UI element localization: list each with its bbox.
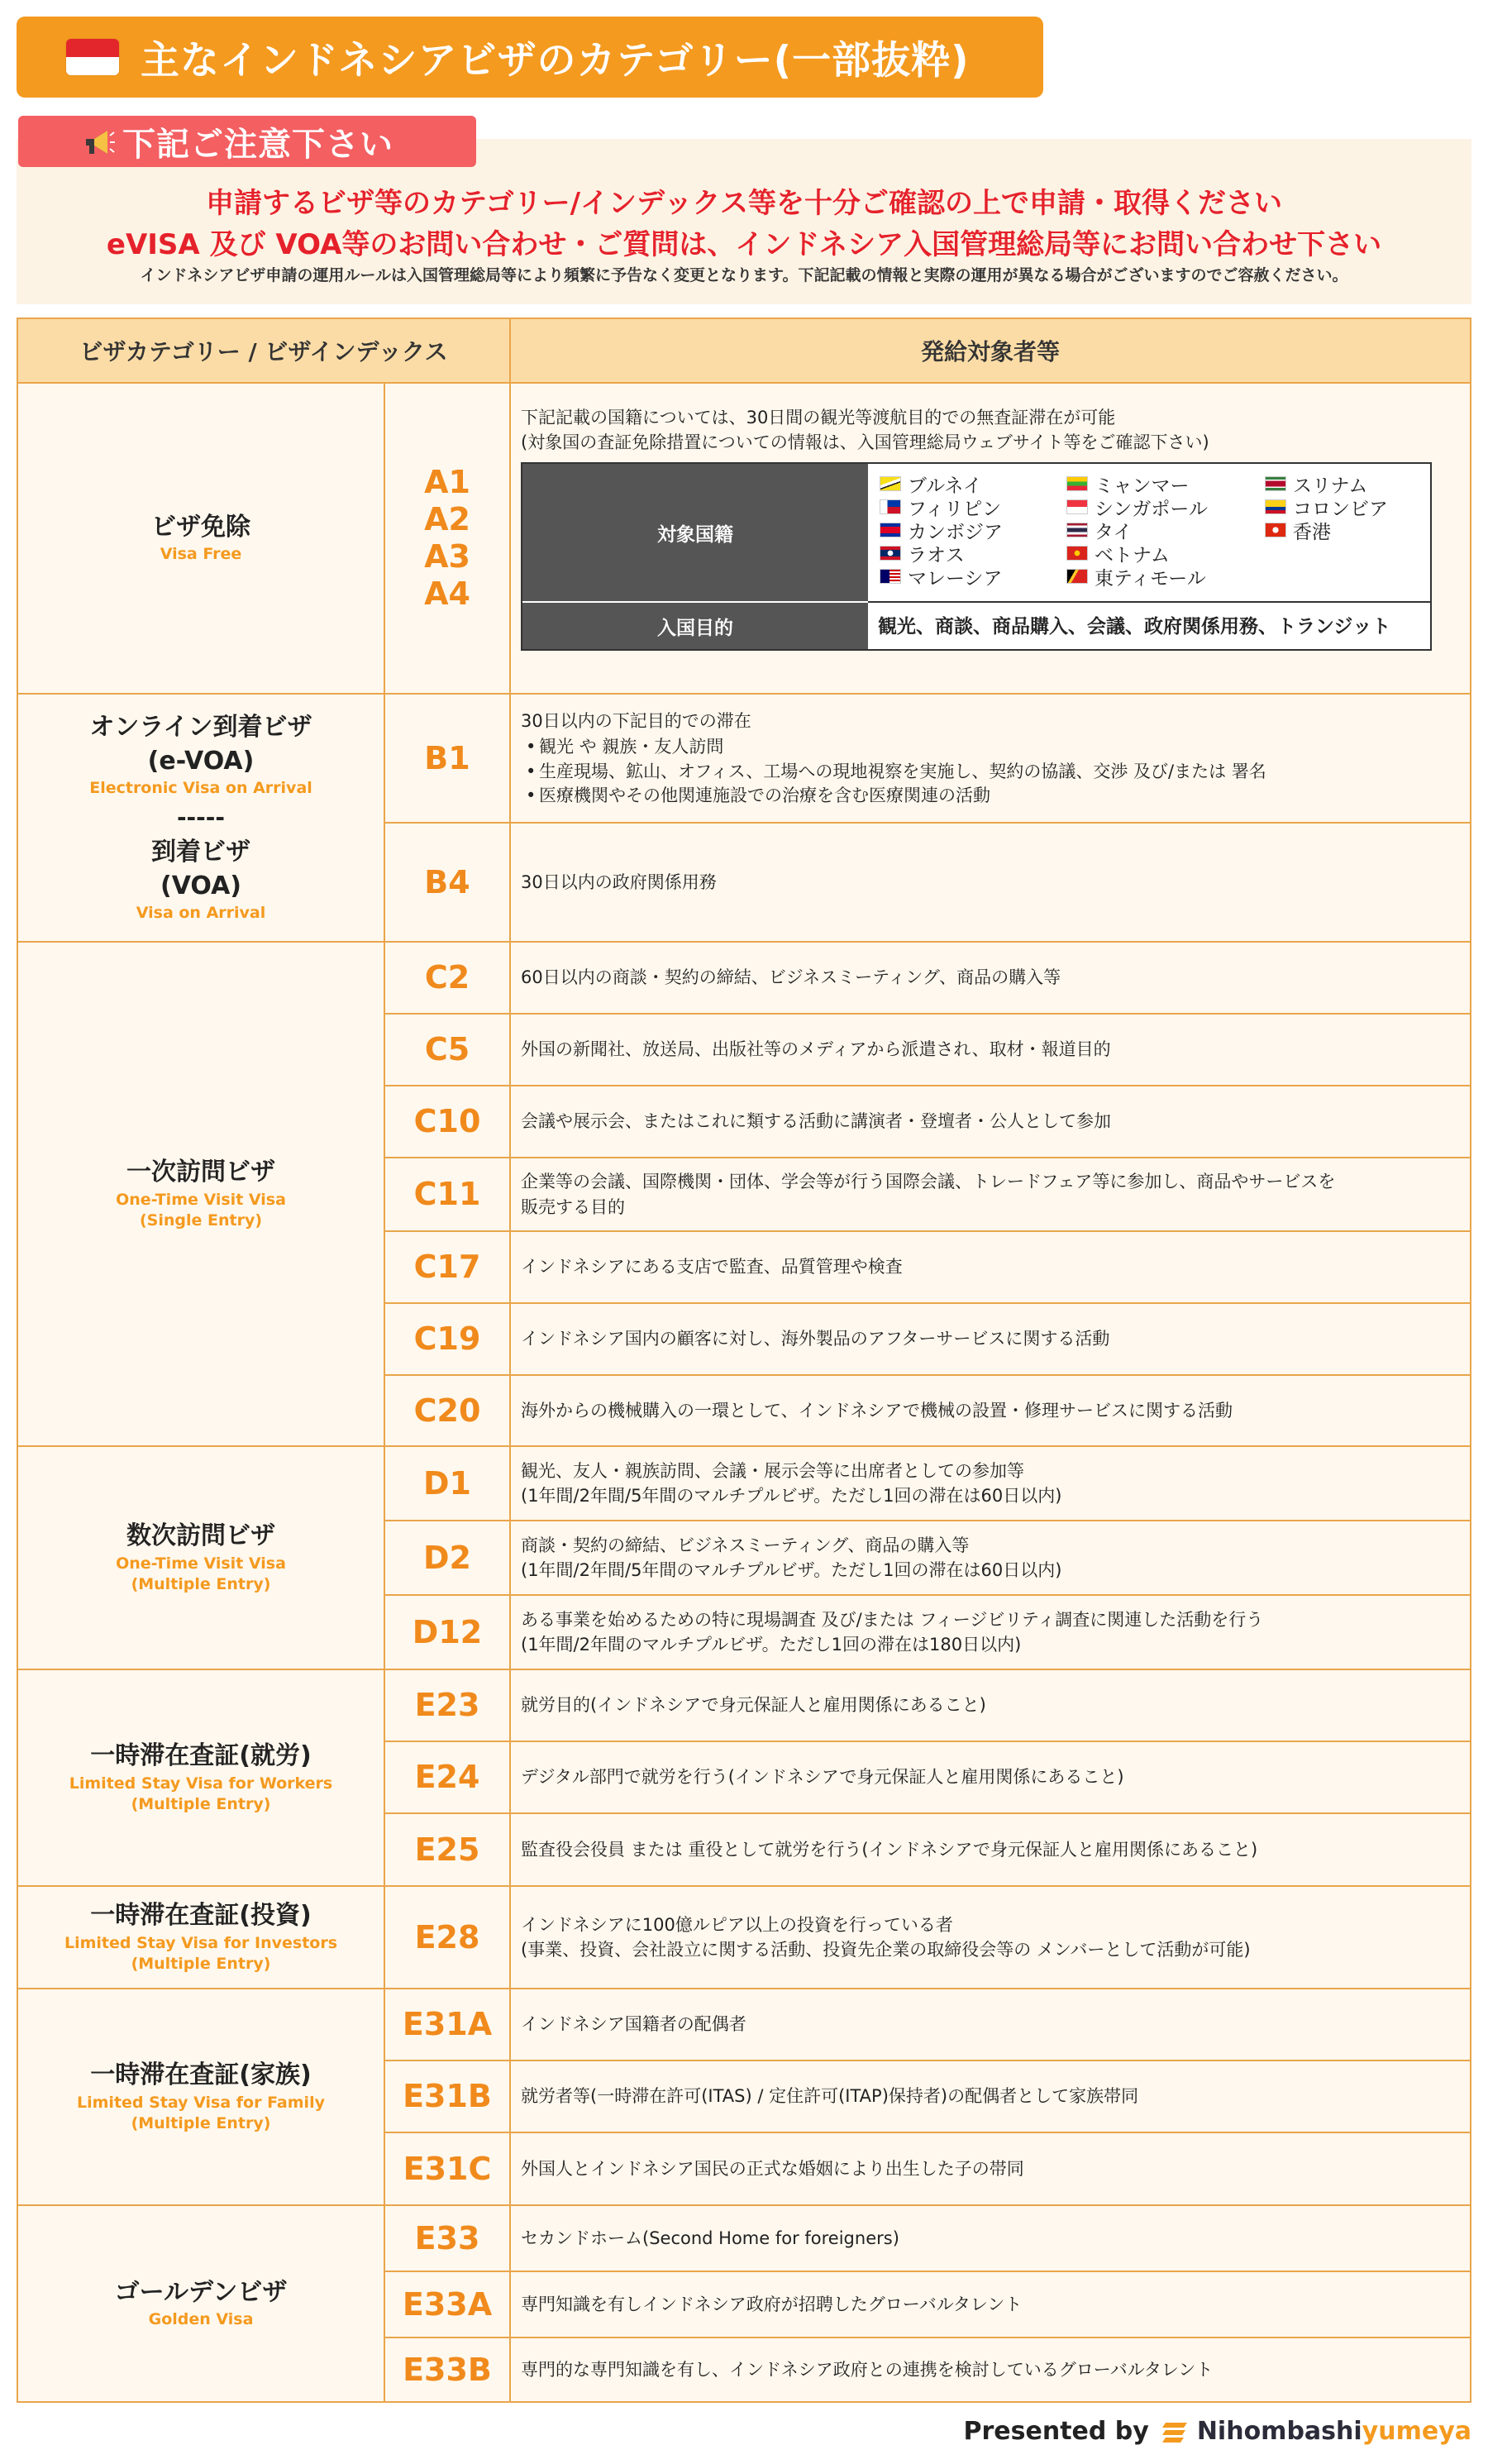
indonesia-flag-icon (66, 39, 119, 75)
notice-line-2: eVISA 及び VOA等のお問い合わせ・ご質問は、インドネシア入国管理総局等にお問い合わせ下さい (106, 228, 1382, 261)
country-item: マレーシア (880, 565, 1003, 588)
desc-e25: 監査役会役員 または 重役として就労を行う(インドネシアで身元保証人と雇用関係にあること) (511, 1814, 1470, 1887)
category-en: Visa on Arrival (136, 904, 266, 922)
category-jp: (e-VOA) (147, 746, 255, 776)
category-jp: ビザ免除 (151, 512, 250, 542)
index-e33b: E33B (385, 2338, 511, 2401)
index-e31a: E31A (385, 1989, 511, 2061)
country-item: ブルネイ (880, 472, 982, 495)
category-golden (18, 2206, 385, 2401)
brunei-flag-icon (880, 476, 901, 491)
desc-e33a: 専門知識を有しインドネシア政府が招聘したグローバルタレント (511, 2272, 1470, 2338)
category-visa-free (18, 384, 385, 695)
desc-e24: デジタル部門で就労を行う(インドネシアで身元保証人と雇用関係にあること) (511, 1742, 1470, 1814)
index-e31c: E31C (385, 2133, 511, 2206)
desc-text: ある事業を始めるための特に現場調査 及び/または フィージビリティ調査に関連した活動を行う (521, 1609, 1264, 1630)
index-label: A4 (424, 575, 470, 612)
desc-list (521, 735, 1470, 808)
category-jp: 到着ビザ (151, 838, 250, 867)
country-item: コロンビア (1265, 495, 1388, 518)
myanmar-flag-icon (1066, 476, 1088, 491)
category-en: Limited Stay Visa for Investors (64, 1933, 338, 1952)
country-item: シンガポール (1066, 495, 1208, 518)
index-e23: E23 (385, 1670, 511, 1742)
footer (964, 2416, 1472, 2446)
category-en: Golden Visa (148, 2310, 254, 2329)
desc-text: (1年間/2年間のマルチプルビザ。ただし1回の滞在は180日以内) (521, 1635, 1022, 1655)
category-workers (18, 1670, 385, 1887)
footer-presented: Presented by (963, 2416, 1149, 2446)
header-category: ビザカテゴリー / ビザインデックス (18, 319, 511, 384)
countries-label: 対象国籍 (522, 464, 868, 603)
category-en: Limited Stay Visa for Workers (69, 1774, 333, 1793)
desc-c17: インドネシアにある支店で監査、品質管理や検査 (511, 1232, 1470, 1304)
desc-text: 企業等の会議、国際機関・団体、学会等が行う国際会議、トレードフェア等に参加し、商品やサービスを (521, 1172, 1336, 1192)
colombia-flag-icon (1265, 499, 1286, 514)
category-jp: 一時滞在査証(家族) (90, 2060, 312, 2090)
vietnam-flag-icon (1066, 546, 1088, 561)
timor-leste-flag-icon (1066, 569, 1088, 584)
notice-line-1: 申請するビザ等のカテゴリー/インデックス等を十分ご確認の上で申請・取得ください (205, 187, 1283, 220)
list-item: • 生産現場、鉱山、オフィス、工場への現地視察を実施し、契約の協議、交渉 及び/または 署名 (521, 760, 1470, 784)
desc-text: (1年間/2年間/5年間のマルチプルビザ。ただし1回の滞在は60日以内) (521, 1560, 1062, 1580)
category-en: (Multiple Entry) (131, 1575, 271, 1594)
notice-tag-label: 下記ご注意下さい (122, 125, 393, 164)
desc-d1 (511, 1447, 1470, 1521)
desc-e23: 就労目的(インドネシアで身元保証人と雇用関係にあること) (511, 1670, 1470, 1742)
desc-e31b: 就労者等(一時滞在許可(ITAS) / 定住許可(ITAP)保持者)の配偶者として家族帯同 (511, 2061, 1470, 2133)
desc-e31c: 外国人とインドネシア国民の正式な婚姻により出生した子の帯同 (511, 2133, 1470, 2206)
desc-d2 (511, 1521, 1470, 1596)
desc-d12 (511, 1596, 1470, 1670)
index-label: A2 (424, 501, 470, 538)
category-family (18, 1989, 385, 2206)
desc-text: 30日以内の下記目的での滞在 (521, 710, 751, 731)
country-item: ミャンマー (1066, 472, 1190, 495)
index-c20: C20 (385, 1376, 511, 1447)
page-title: 主なインドネシアビザのカテゴリー(一部抜粋) (141, 37, 970, 84)
desc-text: 下記記載の国籍については、30日間の観光等渡航目的での無査証滞在が可能 (521, 408, 1116, 427)
purpose-label: 入国目的 (522, 603, 868, 649)
thailand-flag-icon (1066, 523, 1088, 537)
desc-c11 (511, 1158, 1470, 1232)
index-e24: E24 (385, 1742, 511, 1814)
malaysia-flag-icon (880, 569, 901, 584)
desc-e33b: 専門的な専門知識を有し、インドネシア政府との連携を検討しているグローバルタレント (511, 2338, 1470, 2401)
desc-c10: 会議や展示会、またはこれに類する活動に講演者・登壇者・公人として参加 (511, 1086, 1470, 1158)
category-single-entry (18, 943, 385, 1447)
category-jp: (VOA) (160, 871, 242, 900)
country-item: カンボジア (880, 518, 1003, 542)
country-item: スリナム (1265, 472, 1367, 495)
index-c19: C19 (385, 1304, 511, 1376)
country-item: フィリピン (880, 495, 1001, 518)
index-e31b: E31B (385, 2061, 511, 2133)
country-item: 香港 (1265, 518, 1331, 542)
index-c17: C17 (385, 1232, 511, 1304)
index-visa-free (385, 384, 511, 695)
category-en: (Multiple Entry) (131, 2114, 271, 2133)
category-jp: 一時滞在査証(投資) (90, 1901, 312, 1931)
index-d1: D1 (385, 1447, 511, 1521)
country-list (868, 464, 1430, 603)
megaphone-icon (83, 126, 116, 159)
notice-line-3: インドネシアビザ申請の運用ルールは入国管理総局等により頻繁に予告なく変更となります。下記記載の情報と実際の運用が異なる場合がございますのでご容赦ください。 (140, 266, 1348, 284)
index-d2: D2 (385, 1521, 511, 1596)
desc-e33: セカンドホーム(Second Home for foreigners) (511, 2206, 1470, 2272)
desc-c2: 60日以内の商談・契約の締結、ビジネスミーティング、商品の購入等 (511, 943, 1470, 1015)
desc-b4: 30日以内の政府関係用務 (511, 824, 1470, 943)
index-d12: D12 (385, 1596, 511, 1670)
index-e28: E28 (385, 1887, 511, 1989)
nihombashi-yumeya-logo-icon (1161, 2416, 1190, 2446)
laos-flag-icon (880, 546, 901, 561)
desc-c20: 海外からの機械購入の一環として、インドネシアで機械の設置・修理サービスに関する活動 (511, 1376, 1470, 1447)
list-item: • 観光 や 親族・友人訪問 (521, 735, 1470, 759)
title-bar (17, 17, 1043, 98)
category-en: (Multiple Entry) (131, 1795, 271, 1814)
hong-kong-flag-icon (1265, 523, 1286, 537)
category-jp: 一時滞在査証(就労) (90, 1741, 312, 1771)
suriname-flag-icon (1265, 476, 1286, 491)
singapore-flag-icon (1066, 499, 1088, 514)
desc-text: (1年間/2年間/5年間のマルチプルビザ。ただし1回の滞在は60日以内) (521, 1486, 1062, 1506)
visa-free-country-table (521, 462, 1432, 651)
philippines-flag-icon (880, 499, 901, 514)
category-en: (Multiple Entry) (131, 1955, 271, 1974)
category-en: (Single Entry) (139, 1211, 263, 1230)
header-target: 発給対象者等 (511, 319, 1470, 384)
cambodia-flag-icon (880, 523, 901, 537)
index-c11: C11 (385, 1158, 511, 1232)
list-item: • 医療機関やその他関連施設での治療を含む医療関連の活動 (521, 784, 1470, 808)
category-jp: 一次訪問ビザ (126, 1158, 275, 1187)
category-multiple-entry (18, 1447, 385, 1670)
purpose-text: 観光、商談、商品購入、会議、政府関係用務、トランジット (878, 616, 1391, 637)
category-jp: ゴールデンビザ (114, 2277, 288, 2307)
index-label: A3 (424, 538, 470, 575)
index-c5: C5 (385, 1015, 511, 1086)
index-c2: C2 (385, 943, 511, 1015)
country-item: ベトナム (1066, 542, 1170, 565)
desc-b1 (511, 695, 1470, 824)
desc-c19: インドネシア国内の顧客に対し、海外製品のアフターサービスに関する活動 (511, 1304, 1470, 1376)
country-item: ラオス (880, 542, 965, 565)
category-en: Electronic Visa on Arrival (89, 779, 312, 798)
index-b1: B1 (385, 695, 511, 824)
category-en: One-Time Visit Visa (116, 1190, 286, 1209)
country-item: 東ティモール (1066, 565, 1206, 588)
index-label: A1 (424, 464, 470, 501)
footer-brand-2: yumeya (1362, 2416, 1471, 2446)
desc-text: 観光、友人・親族訪問、会議・展示会等に出席者としての参加等 (521, 1460, 1024, 1481)
desc-text: (対象国の査証免除措置についての情報は、入国管理総局ウェブサイト等をご確認下さい) (521, 432, 1209, 453)
desc-c5: 外国の新聞社、放送局、出版社等のメディアから派遣され、取材・報道目的 (511, 1015, 1470, 1086)
category-separator: ----- (176, 804, 226, 831)
category-en: Limited Stay Visa for Family (77, 2093, 325, 2112)
footer-brand-1: Nihombashi (1196, 2416, 1362, 2446)
index-e25: E25 (385, 1814, 511, 1887)
desc-text: 販売する目的 (521, 1196, 625, 1217)
index-c10: C10 (385, 1086, 511, 1158)
index-b4: B4 (385, 824, 511, 943)
desc-text: インドネシアに100億ルピア以上の投資を行っている者 (521, 1914, 953, 1935)
category-en: Visa Free (160, 545, 242, 564)
desc-e31a: インドネシア国籍者の配偶者 (511, 1989, 1470, 2061)
country-item: タイ (1066, 518, 1133, 542)
category-investors (18, 1887, 385, 1989)
category-jp: 数次訪問ビザ (126, 1521, 275, 1551)
category-voa (18, 695, 385, 943)
desc-text: 商談・契約の締結、ビジネスミーティング、商品の購入等 (521, 1535, 970, 1555)
desc-text: (事業、投資、会社設立に関する活動、投資先企業の取締役会等の メンバーとして活動が可能) (521, 1940, 1251, 1960)
desc-e28 (511, 1887, 1470, 1989)
category-en: One-Time Visit Visa (116, 1554, 286, 1573)
index-e33: E33 (385, 2206, 511, 2272)
index-e33a: E33A (385, 2272, 511, 2338)
notice-tag (18, 116, 476, 167)
category-jp: オンライン到着ビザ (89, 713, 312, 743)
